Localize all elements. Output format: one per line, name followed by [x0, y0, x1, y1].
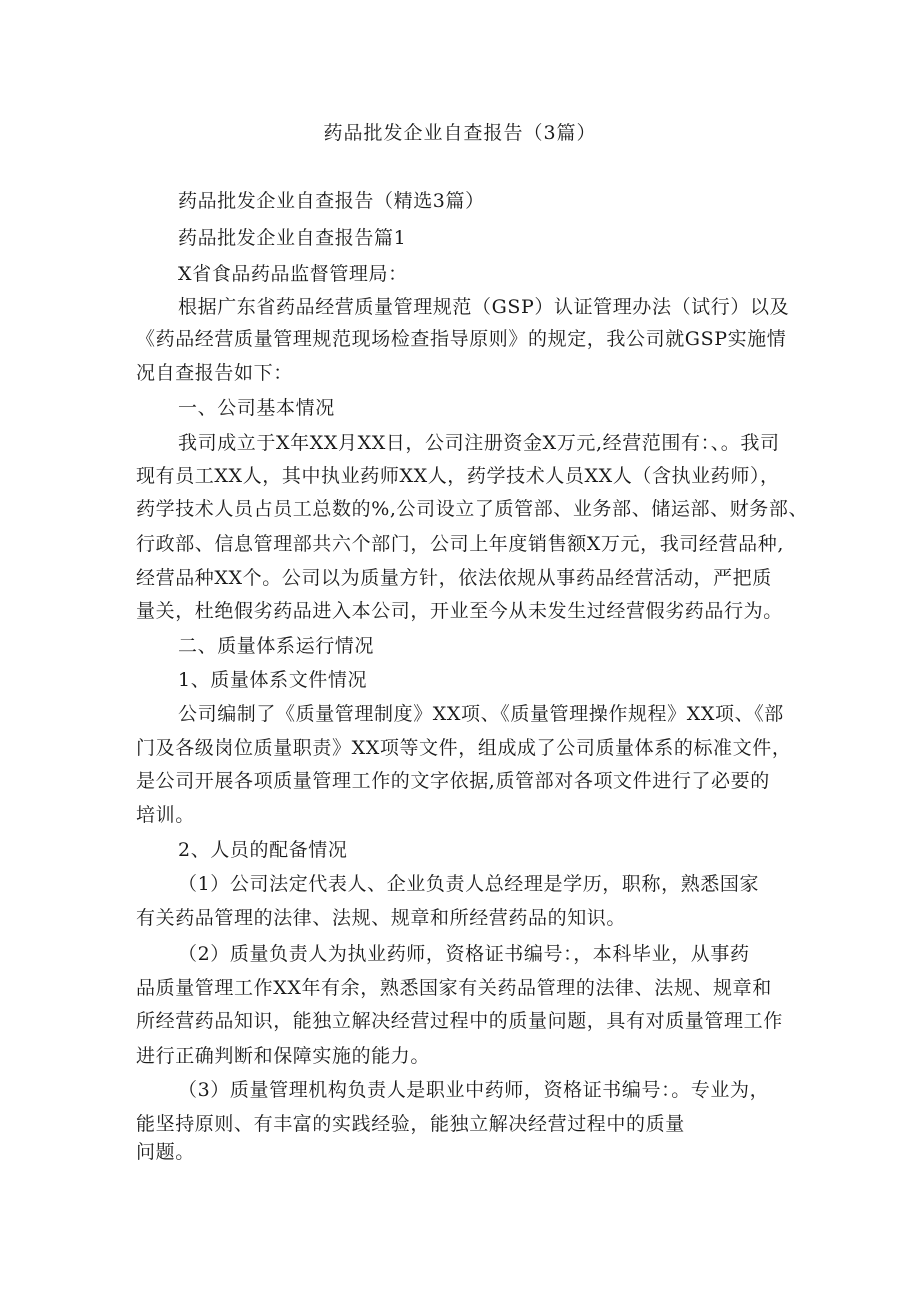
paragraph-line: （2）质量负责人为执业药师，资格证书编号：，本科毕业，从事药 [178, 943, 750, 965]
section-heading: 药品批发企业自查报告篇1 [178, 227, 407, 249]
paragraph-line: 行政部、信息管理部共六个部门，公司上年度销售额X万元，我司经营品种, [136, 533, 784, 555]
paragraph-line: 现有员工XX人，其中执业药师XX人，药学技术人员XX人（含执业药师）， [136, 465, 780, 487]
paragraph-line: 况自查报告如下： [136, 362, 293, 384]
paragraph-line: 问题。 [136, 1141, 195, 1163]
paragraph-line: （3）质量管理机构负责人是职业中药师，资格证书编号：。专业为， [178, 1079, 770, 1101]
paragraph-line: （1）公司法定代表人、企业负责人总经理是学历，职称，熟悉国家 [178, 873, 760, 895]
paragraph-line: 《药品经营质量管理规范现场检查指导原则》的规定，我公司就GSP实施情 [136, 328, 787, 350]
paragraph-line: 所经营药品知识，能独立解决经营过程中的质量问题，具有对质量管理工作 [136, 1010, 783, 1032]
subsection-heading: 1、质量体系文件情况 [178, 669, 368, 691]
paragraph-line: 门及各级岗位质量职责》XX项等文件，组成成了公司质量体系的标准文件， [136, 737, 792, 759]
paragraph-line: 量关，杜绝假劣药品进入本公司，开业至今从未发生过经营假劣药品行为。 [136, 600, 783, 622]
paragraph-line: 经营品种XX个。公司以为质量方针，依法依规从事药品经营活动，严把质 [136, 567, 772, 589]
paragraph-line: 进行正确判断和保障实施的能力。 [136, 1045, 431, 1067]
section-heading: 一、公司基本情况 [178, 397, 335, 419]
paragraph-line: 是公司开展各项质量管理工作的文字依据,质管部对各项文件进行了必要的 [136, 770, 770, 792]
paragraph-line: 药学技术人员占员工总数的%,公司设立了质管部、业务部、储运部、财务部、 [136, 498, 809, 520]
addressee-line: X省食品药品监督管理局： [178, 263, 408, 285]
paragraph-line: 培训。 [136, 804, 195, 826]
section-heading: 二、质量体系运行情况 [178, 635, 375, 657]
subtitle-line: 药品批发企业自查报告（精选3篇） [178, 190, 485, 212]
subsection-heading: 2、人员的配备情况 [178, 839, 348, 861]
paragraph-line: 品质量管理工作XX年有余，熟悉国家有关药品管理的法律、法规、规章和 [136, 977, 772, 999]
paragraph-line: 能坚持原则、有丰富的实践经验，能独立解决经营过程中的质量 [136, 1113, 685, 1135]
paragraph-line: 有关药品管理的法律、法规、规章和所经营药品的知识。 [136, 907, 627, 929]
document-title: 药品批发企业自查报告（3篇） [323, 122, 597, 144]
paragraph-line: 我司成立于X年XX月XX日，公司注册资金X万元,经营范围有：、。我司 [178, 432, 780, 454]
paragraph-line: 公司编制了《质量管理制度》XX项、《质量管理操作规程》XX项、《部 [178, 703, 784, 725]
paragraph-line: 根据广东省药品经营质量管理规范（GSP）认证管理办法（试行）以及 [178, 296, 790, 318]
